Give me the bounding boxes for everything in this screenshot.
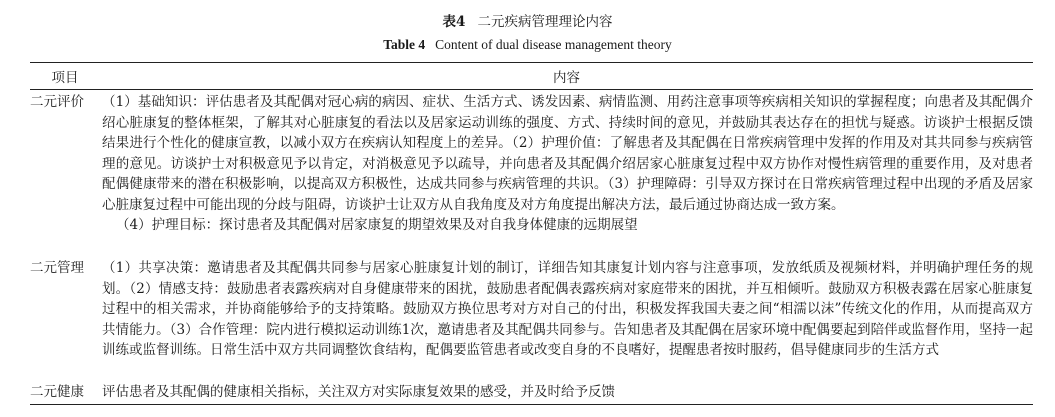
table-row: [30, 90, 1033, 256]
table-label-english: Table 4: [383, 37, 426, 52]
table-title-chinese: 二元疾病管理理论内容: [477, 14, 613, 30]
row-content: [102, 380, 1033, 404]
row-content: [102, 90, 1033, 256]
row-content-paragraph: （4）护理目标：探讨患者及其配偶对居家康复的期望效果及对自我身体健康的远期展望: [116, 217, 638, 233]
table-label-chinese: 表4: [442, 14, 466, 30]
table-caption-english: [0, 36, 1055, 54]
row-content-paragraph: 评估患者及其配偶的健康相关指标，关注双方对实际康复效果的感受，并及时给予反馈: [102, 384, 615, 400]
header-content: 内容: [553, 70, 580, 86]
table-title-english: Content of dual disease management theory: [435, 37, 672, 52]
row-content-paragraph: （1）基础知识：评估患者及其配偶对冠心病的病因、症状、生活方式、诱发因素、病情监测、用药注意事项等疾病相关知识的掌握程度；向患者及其配偶介绍心脏康复的整体框架，了解其对心脏康复的看法以及居家运动训练的强度、方式、持续时间的意见，并鼓励其表达存在的担忧与疑惑。访谈护士根据反馈结果进行个性化的健康宣教，以减小双方在疾病认知程度上的差异。（2）护理价值：了解患者及其配偶在日常疾病管理中发挥的作用及对其共同参与疾病管理的意见。访谈护士对积极意见予以肯定，对消极意见予以疏导，并向患者及其配偶介绍居家心脏康复过程中双方协作对慢性病管理的重要作用，及对患者配偶健康带来的潜在积极影响，以提高双方积极性，达成共同参与疾病管理的共识。（3）护理障碍：引导双方探讨在日常疾病管理过程中出现的矛盾及居家心脏康复过程中可能出现的分歧与阻碍，访谈护士让双方从自我角度及对方角度提出解决方法，最后通过协商达成一致方案。: [102, 94, 1033, 213]
row-item: 二元评价: [30, 94, 84, 110]
header-item: 项目: [51, 70, 79, 86]
bottom-rule: [30, 404, 1033, 405]
table-header-row: [30, 63, 1033, 89]
row-content-paragraph: （1）共享决策：邀请患者及其配偶共同参与居家心脏康复计划的制订，详细告知其康复计划内容与注意事项，发放纸质及视频材料，并明确护理任务的规划。（2）情感支持：鼓励患者表露疾病对自身健康带来的困扰，鼓励患者配偶表露疾病对家庭带来的困扰，并互相倾听。鼓励双方积极表露在居家心脏康复过程中的相关需求，并协商能够给予的支持策略。鼓励双方换位思考对方对自己的付出，积极发挥我国夫妻之间“相濡以沫”传统文化的作用，从而提高双方共情能力。（3）合作管理：院内进行模拟运动训练1次，邀请患者及其配偶共同参与。告知患者及其配偶在居家环境中配偶要起到陪伴或监督作用，坚持一起训练或监督训练。日常生活中双方共同调整饮食结构，配偶要监管患者或改变自身的不良嗜好，提醒患者按时服药，倡导健康同步的生活方式: [102, 260, 1033, 358]
content-table: [30, 62, 1033, 405]
table-row: [30, 256, 1033, 380]
row-item: 二元管理: [30, 260, 84, 276]
table-row: [30, 380, 1033, 404]
row-item: 二元健康: [30, 384, 84, 400]
table-caption-chinese: [0, 13, 1055, 31]
row-content: [102, 256, 1033, 380]
